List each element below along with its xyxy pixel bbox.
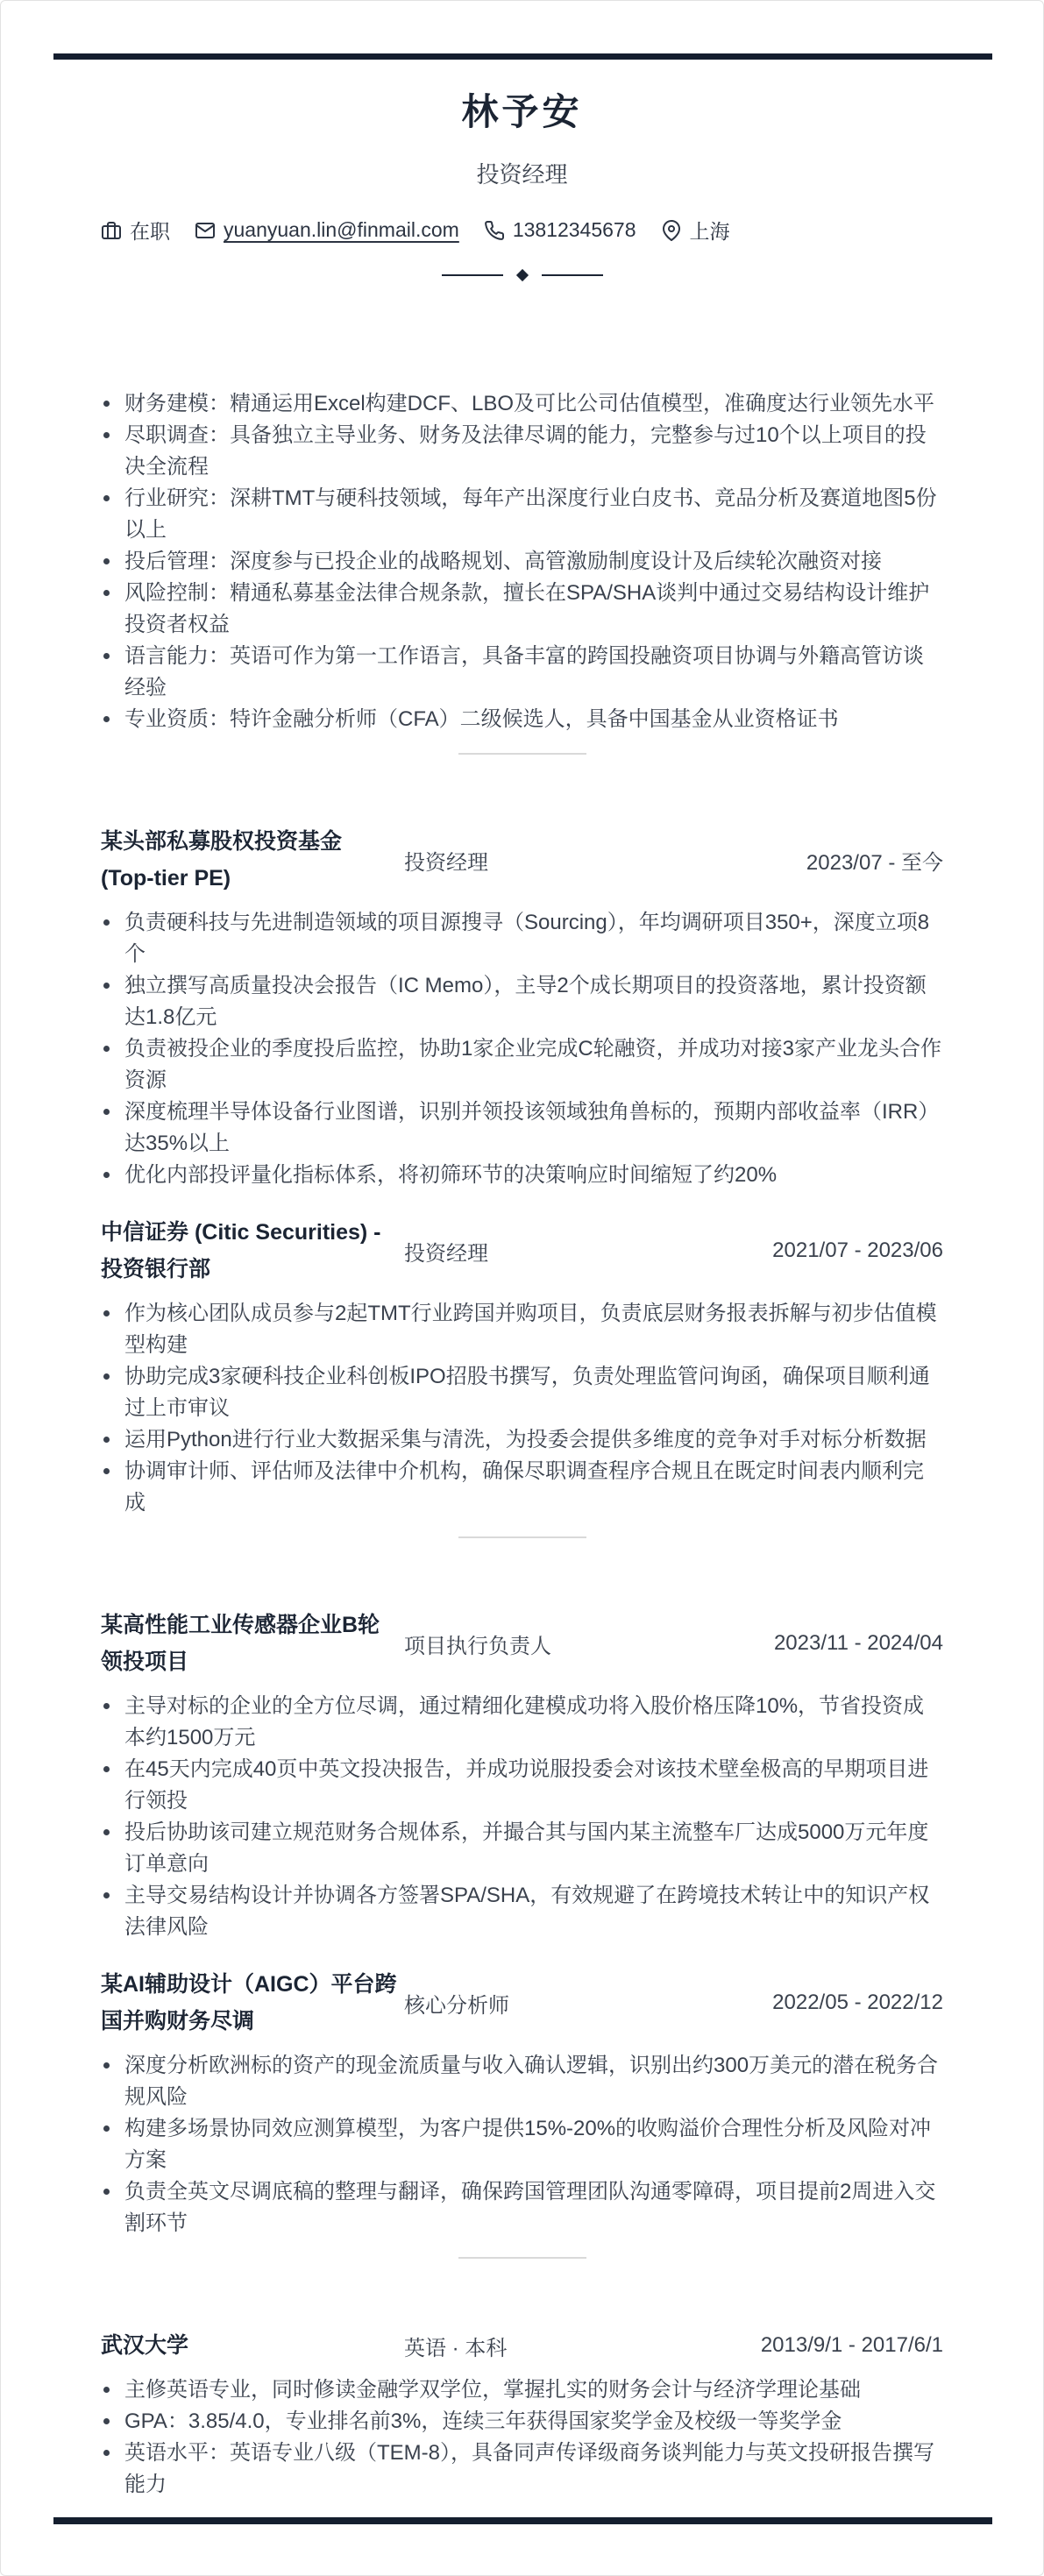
summary-section [101, 388, 943, 735]
phone-text: 13812345678 [512, 218, 636, 241]
summary-bullet: 尽职调查：具备独立主导业务、财务及法律尽调的能力，完整参与过10个以上项目的投决全流程 [124, 420, 943, 483]
project-bullet: 在45天内完成40页中英文投决报告，并成功说服投委会对该技术壁垒极高的早期项目进行领投 [124, 1754, 943, 1817]
candidate-name: 林予安 [461, 91, 583, 132]
education-bullet: 英语水平：英语专业八级（TEM-8），具备同声传译级商务谈判能力与英文投研报告撰写能力 [124, 2438, 943, 2501]
briefcase-icon [101, 220, 122, 241]
entry-header [101, 1214, 943, 1288]
project-bullet: 深度分析欧洲标的资产的现金流质量与收入确认逻辑，识别出约300万美元的潜在税务合规风险 [124, 2050, 943, 2113]
employment-status-label: 在职 [130, 220, 170, 243]
project-name-line: 某AI辅助设计（AIGC）平台跨 [101, 1972, 397, 1997]
employment-status [101, 216, 170, 245]
mail-icon [195, 220, 216, 241]
education-bullet: GPA：3.85/4.0，专业排名前3%，连续三年获得国家奖学金及校级一等奖学金 [124, 2406, 943, 2438]
experience-bullet-list [101, 907, 943, 1191]
project-bullet: 主导对标的企业的全方位尽调，通过精细化建模成功将入股价格压降10%，节省投资成本约1500万元 [124, 1691, 943, 1754]
project-bullet: 负责全英文尽调底稿的整理与翻译，确保跨国管理团队沟通零障碍，项目提前2周进入交割环节 [124, 2176, 943, 2239]
experience-bullet: 独立撰写高质量投决会报告（IC Memo），主导2个成长期项目的投资落地，累计投资额达1.8亿元 [124, 970, 943, 1033]
project-name-line: 领投项目 [101, 1650, 189, 1674]
bottom-accent-bar [53, 2517, 992, 2524]
project-name-line: 国并购财务尽调 [101, 2009, 255, 2033]
project-name-line: 某高性能工业传感器企业B轮 [101, 1613, 380, 1637]
date-range: 2023/11 - 2024/04 [773, 1631, 943, 1655]
entry-header [101, 2327, 943, 2364]
education-entry [101, 2327, 943, 2501]
company-name-line: 投资银行部 [101, 1257, 211, 1281]
project-bullet: 投后协助该司建立规范财务合规体系，并撮合其与国内某主流整车厂达成5000万元年度订单意向 [124, 1817, 943, 1880]
phone-icon [484, 220, 505, 241]
experience-bullet: 深度梳理半导体设备行业图谱，识别并领投该领域独角兽标的，预期内部收益率（IRR）达35%以上 [124, 1096, 943, 1160]
experience-bullet: 协调审计师、评估师及法律中介机构，确保尽职调查程序合规且在既定时间表内顺利完成 [124, 1456, 943, 1519]
experience-section [101, 823, 943, 1519]
experience-bullet: 作为核心团队成员参与2起TMT行业跨国并购项目，负责底层财务报表拆解与初步估值模型构建 [124, 1298, 943, 1361]
entry-header [101, 1966, 943, 2040]
job-role: 投资经理 [404, 1241, 488, 1266]
project-role: 项目执行负责人 [404, 1634, 551, 1658]
project-entry [101, 1607, 943, 1943]
company-name-line: (Top-tier PE) [101, 866, 231, 891]
summary-bullet: 财务建模：精通运用Excel构建DCF、LBO及可比公司估值模型，准确度达行业领先水平 [124, 388, 943, 420]
experience-bullet: 优化内部投评量化指标体系，将初筛环节的决策响应时间缩短了约20% [124, 1160, 943, 1191]
diamond-divider [101, 271, 943, 280]
project-name [101, 1607, 397, 1680]
location-text: 上海 [689, 220, 730, 243]
section-divider [458, 1536, 586, 1538]
summary-bullet: 行业研究：深耕TMT与硬科技领域，每年产出深度行业白皮书、竞品分析及赛道地图5份以上 [124, 483, 943, 546]
candidate-job-title: 投资经理 [476, 161, 568, 188]
contact-row [101, 216, 943, 245]
project-bullet: 构建多场景协同效应测算模型，为客户提供15%-20%的收购溢价合理性分析及风险对冲方案 [124, 2113, 943, 2176]
summary-bullet-list [101, 388, 943, 735]
experience-entry [101, 823, 943, 1191]
project-entry [101, 1966, 943, 2239]
summary-bullet: 专业资质：特许金融分析师（CFA）二级候选人，具备中国基金从业资格证书 [124, 704, 943, 735]
phone-number [484, 218, 636, 242]
experience-bullet: 协助完成3家硬科技企业科创板IPO招股书撰写，负责处理监管问询函，确保项目顺利通过上市审议 [124, 1361, 943, 1424]
project-name [101, 1966, 397, 2040]
summary-bullet: 语言能力：英语可作为第一工作语言，具备丰富的跨国投融资项目协调与外籍高管访谈经验 [124, 641, 943, 704]
email-text: yuanyuan.lin@finmail.com [224, 218, 459, 241]
project-role: 核心分析师 [404, 1993, 509, 2018]
date-range: 2022/05 - 2022/12 [772, 1991, 943, 2014]
location-pin-icon [661, 220, 682, 241]
company-name [101, 823, 397, 897]
company-name-line: 中信证券 (Citic Securities) - [101, 1220, 381, 1245]
divider-line-left [442, 274, 503, 276]
experience-bullet: 负责硬科技与先进制造领域的项目源搜寻（Sourcing），年均调研项目350+，深度立项8个 [124, 907, 943, 970]
resume-page [1, 1, 1043, 2501]
projects-section [101, 1607, 943, 2239]
summary-bullet: 投后管理：深度参与已投企业的战略规划、高管激励制度设计及后续轮次融资对接 [124, 546, 943, 578]
education-bullet: 主修英语专业，同时修读金融学双学位，掌握扎实的财务会计与经济学理论基础 [124, 2374, 943, 2406]
job-role: 投资经理 [404, 850, 488, 875]
diamond-icon [515, 269, 528, 281]
entry-header [101, 1607, 943, 1680]
experience-bullet: 运用Python进行行业大数据采集与清洗，为投委会提供多维度的竞争对手对标分析数据 [124, 1424, 943, 1456]
school-name [101, 2327, 397, 2364]
entry-header [101, 823, 943, 897]
top-accent-bar [53, 53, 992, 60]
project-bullet-list [101, 2050, 943, 2239]
section-divider [458, 753, 586, 755]
project-bullet: 主导交易结构设计并协调各方签署SPA/SHA，有效规避了在跨境技术转让中的知识产权法律风险 [124, 1880, 943, 1943]
experience-entry [101, 1214, 943, 1519]
section-divider [458, 2257, 586, 2259]
divider-line-right [542, 274, 603, 276]
email-link[interactable] [195, 218, 459, 242]
education-bullet-list [101, 2374, 943, 2501]
school-name-line: 武汉大学 [101, 2333, 189, 2358]
company-name-line: 某头部私募股权投资基金 [101, 829, 343, 854]
education-section [101, 2327, 943, 2501]
location [661, 216, 730, 245]
project-bullet-list [101, 1691, 943, 1943]
experience-bullet: 负责被投企业的季度投后监控，协助1家企业完成C轮融资，并成功对接3家产业龙头合作资源 [124, 1033, 943, 1096]
date-range: 2013/9/1 - 2017/6/1 [760, 2333, 943, 2357]
degree: 英语 · 本科 [404, 2336, 508, 2360]
date-range: 2021/07 - 2023/06 [772, 1238, 943, 1262]
experience-bullet-list [101, 1298, 943, 1519]
date-range: 2023/07 - 至今 [806, 850, 943, 875]
company-name [101, 1214, 397, 1288]
summary-bullet: 风险控制：精通私募基金法律合规条款，擅长在SPA/SHA谈判中通过交易结构设计维护投资者权益 [124, 578, 943, 641]
